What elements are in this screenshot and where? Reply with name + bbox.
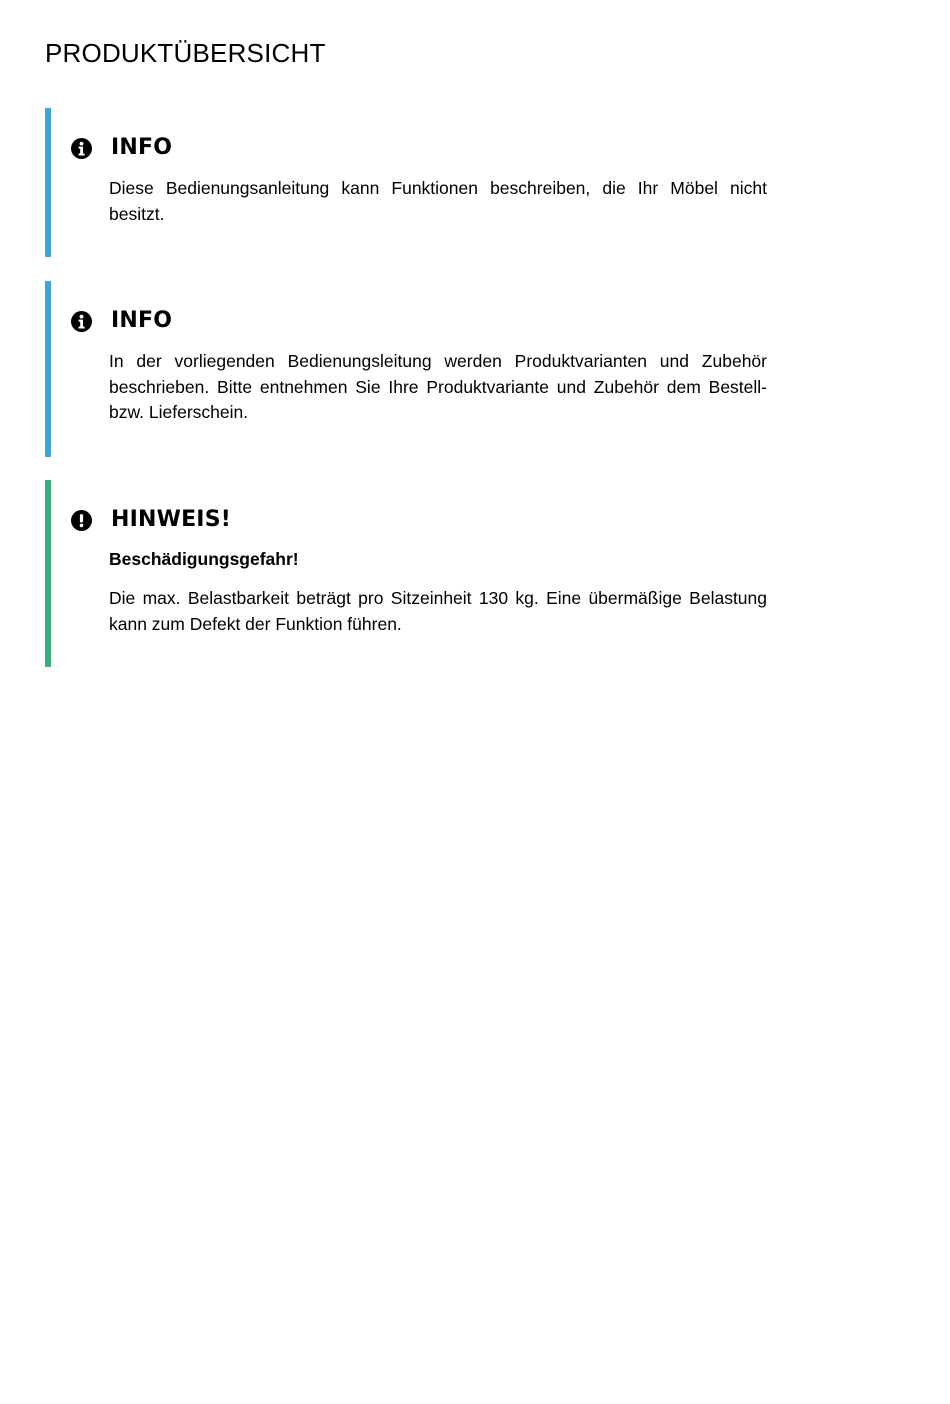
info-circle-icon: [71, 138, 92, 159]
info-circle-icon: [71, 311, 92, 332]
notice-label: INFO: [111, 135, 173, 160]
notice-text: Diese Bedienungsanleitung kann Funktionen beschreiben, die Ihr Möbel nicht besitzt.: [109, 178, 767, 224]
exclamation-circle-icon: [71, 510, 92, 531]
notice-header: [71, 307, 172, 335]
info-accent-bar: [45, 108, 51, 257]
notice-subtitle: Beschädigungsgefahr!: [109, 549, 299, 569]
info-accent-bar: [45, 281, 51, 457]
notice-label: INFO: [111, 308, 173, 333]
info-notice: [45, 281, 767, 457]
notice-text: Die max. Belastbarkeit beträgt pro Sitzeinheit 130 kg. Eine übermäßige Belastung kann zum Defekt der Funktion führen.: [109, 588, 767, 634]
notice-text: In der vorliegenden Bedienungsleitung werden Produktvarianten und Zubehör beschrieben. Bitte entnehmen Sie Ihre Produktvariante und Zubehör dem Bestell- bzw. Lieferschein.: [109, 351, 767, 422]
page-title: PRODUKTÜBERSICHT: [45, 38, 326, 68]
hint-accent-bar: [45, 480, 51, 667]
notice-label: HINWEIS!: [111, 507, 231, 532]
info-notice: [45, 108, 767, 257]
notice-header: [71, 134, 172, 162]
notice-header: [71, 506, 231, 534]
hint-notice: [45, 480, 767, 667]
